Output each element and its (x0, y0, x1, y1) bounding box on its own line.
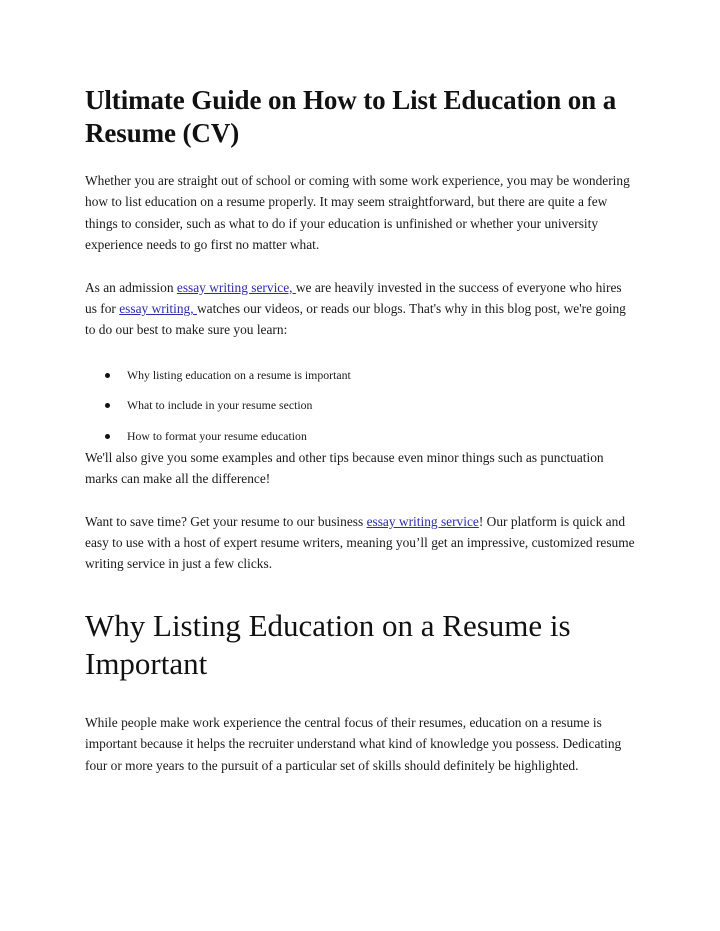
list-item-text: What to include in your resume section (127, 398, 313, 413)
service-text-a: As an admission (85, 279, 177, 295)
save-time-paragraph (85, 511, 635, 575)
tips-paragraph: We'll also give you some examples and other tips because even minor things such as punctuation marks can make all the difference! (85, 449, 604, 487)
service-text-c: watches our videos, or reads our blogs. That's why in this blog post, we're going to do our best to make sure you learn: (85, 301, 626, 338)
save-time-text-a: Want to save time? Get your resume to our business (85, 513, 367, 529)
bullet-icon (105, 373, 110, 378)
topics-list (85, 367, 635, 444)
essay-writing-link[interactable]: essay writing, (119, 301, 197, 317)
list-item (85, 367, 635, 383)
save-time-text-b: ! Our platform is quick and easy to use with a host of expert resume writers, meaning you’ll get an impressive, customized resume writing service in just a few clicks. (85, 513, 635, 572)
bullet-icon (105, 434, 110, 439)
bullet-icon (105, 403, 110, 408)
business-essay-writing-service-link[interactable]: essay writing service (366, 513, 479, 529)
section-heading: Why Listing Education on a Resume is Important (85, 607, 571, 681)
service-text-b: we are heavily invested in the success of everyone who hires us for (85, 279, 622, 317)
list-item (85, 397, 635, 413)
list-item-text: Why listing education on a resume is important (127, 367, 351, 382)
list-item (85, 428, 635, 444)
intro-paragraph: Whether you are straight out of school or coming with some work experience, you may be wondering how to list education on a resume properly. It may seem straightforward, but there are quite a few things to consider, such as what to do if your education is unfinished or whether your university experience needs to go first no matter what. (85, 173, 630, 253)
page-title: Ultimate Guide on How to List Education on a Resume (CV) (85, 85, 617, 148)
education-importance-paragraph: While people make work experience the central focus of their resumes, education on a resume is important because it helps the recruiter understand what kind of knowledge you possess. Dedicating four or more years to the pursuit of a particular set of skills should definitely be highlighted. (85, 714, 622, 773)
list-item-text: How to format your resume education (127, 428, 307, 443)
service-paragraph (85, 277, 635, 341)
essay-writing-service-link[interactable]: essay writing service, (176, 279, 296, 295)
